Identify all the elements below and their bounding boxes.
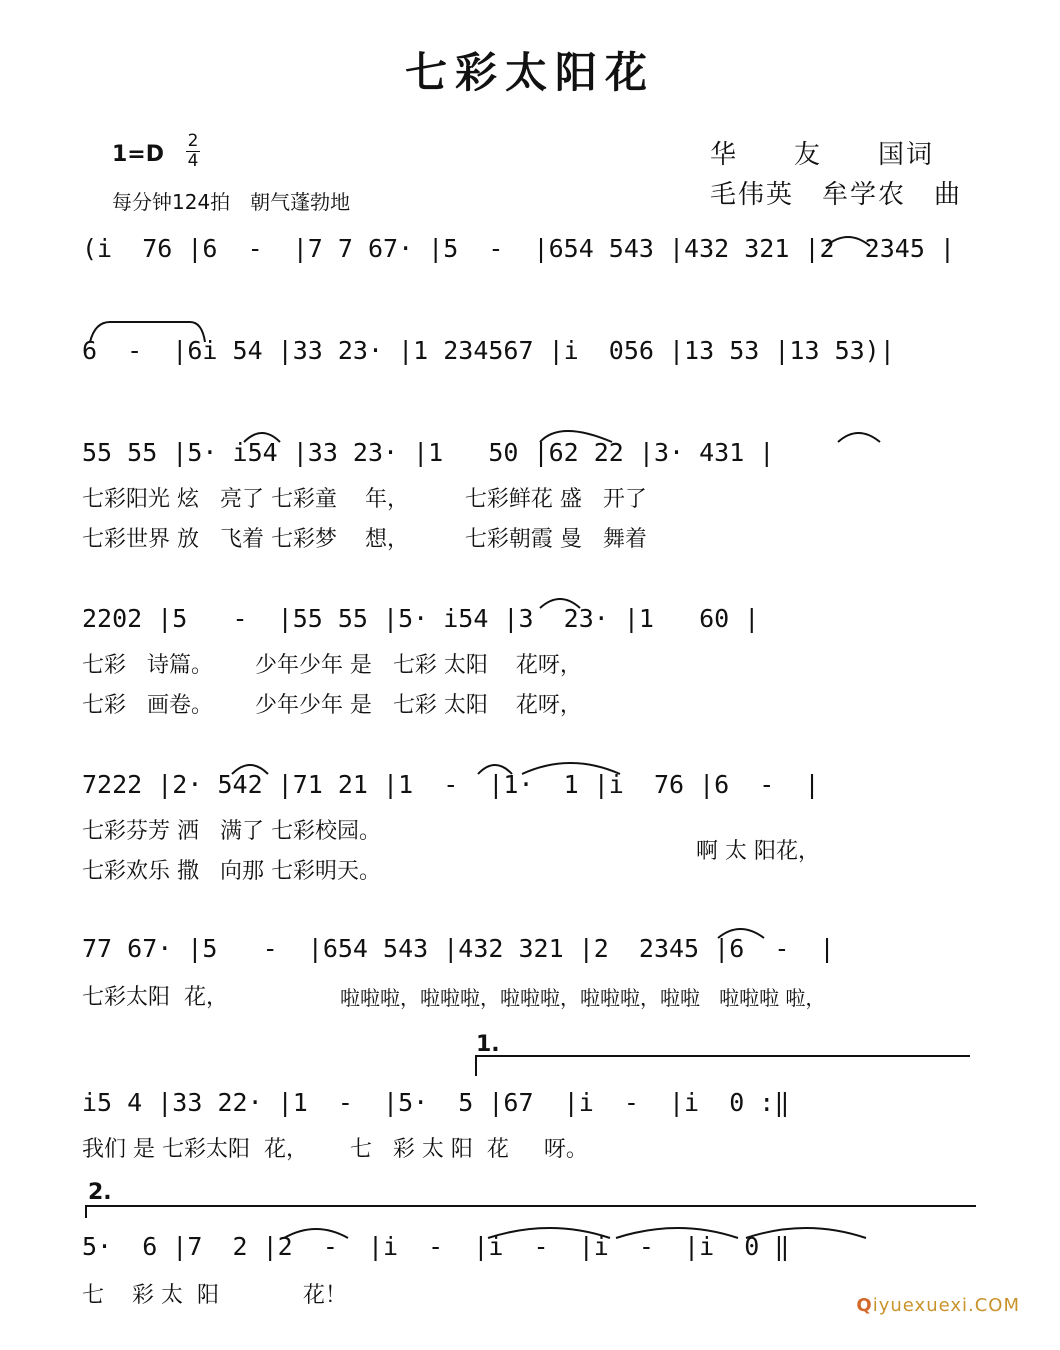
lyric-row-4-verse-2: 七彩 画卷。 少年少年 是 七彩 太阳 花呀， (82, 693, 582, 718)
lyric-row-6-verse-1: 七彩太阳 花， (82, 985, 228, 1010)
watermark (856, 1295, 1020, 1316)
watermark-prefix: Q (856, 1295, 873, 1316)
lyric-row-8: 七 彩 太 阳 花！ (82, 1283, 347, 1308)
tie-mark (244, 433, 280, 442)
tie-mark (232, 765, 268, 774)
score-row-3: 55 55 |5· i54 |33 23· |1 50 |62 22 |3· 431 | (82, 438, 775, 467)
score-row-4: 2202 |5 - |55 55 |5· i54 |3 23· |1 60 | (82, 604, 760, 633)
score-row-2: 6 - |6i 54 |33 23· |1 234567 |i 056 |13 53 |13 53)| (82, 336, 895, 365)
tie-mark (838, 433, 880, 442)
lyric-row-6-la: 啦啦啦，啦啦啦，啦啦啦，啦啦啦，啦啦 啦啦啦 啦， (340, 986, 826, 1010)
volta-bracket-1 (476, 1056, 970, 1076)
score-row-8: 5· 6 |7 2 |2 - |i - |i - |i - |i 0 ‖ (82, 1232, 790, 1261)
tie-mark (90, 322, 205, 342)
tie-mark (478, 765, 512, 774)
tie-mark (488, 1228, 610, 1238)
tie-mark (826, 237, 870, 246)
ending-1-label: 1. (476, 1032, 500, 1057)
page-title: 七彩太阳花 (404, 48, 655, 97)
score-row-6: 77 67· |5 - |654 543 |432 321 |2 2345 |6 - | (82, 934, 835, 963)
key-signature: 1=D (112, 142, 165, 167)
tie-mark (746, 1228, 866, 1238)
score-row-1: (i 76 |6 - |7 7 67· |5 - |654 543 |432 321 |2 2345 | (82, 234, 955, 263)
tie-mark (718, 929, 764, 938)
time-sig-bottom: 4 (187, 151, 199, 171)
lyricist-credit: 华 友 国词 (710, 140, 935, 170)
lyric-row-3-verse-1: 七彩阳光 炫 亮了 七彩童 年， 七彩鲜花 盛 开了 (82, 487, 647, 512)
lyric-row-5-verse-1: 七彩芬芳 洒 满了 七彩校园。 (82, 819, 381, 844)
watermark-text: iyuexuexi.COM (872, 1295, 1020, 1316)
lyric-row-5-refrain: 啊 太 阳花， (696, 839, 820, 864)
tie-mark (284, 1229, 348, 1238)
time-sig-top: 2 (187, 131, 199, 151)
score-row-7: i5 4 |33 22· |1 - |5· 5 |67 |i - |i 0 :‖ (82, 1088, 790, 1117)
tie-mark (540, 599, 580, 608)
lyric-row-3-verse-2: 七彩世界 放 飞着 七彩梦 想， 七彩朝霞 曼 舞着 (82, 527, 647, 552)
tie-mark (522, 763, 620, 774)
composer-credit: 毛伟英 牟学农 曲 (710, 180, 963, 210)
tempo-marking: 每分钟124拍 朝气蓬勃地 (112, 190, 351, 214)
ending-2-label: 2. (88, 1180, 112, 1205)
tie-mark (616, 1228, 738, 1238)
lyric-row-5-verse-2: 七彩欢乐 撒 向那 七彩明天。 (82, 859, 381, 884)
lyric-row-7: 我们 是 七彩太阳 花， 七 彩 太 阳 花 呀。 (82, 1137, 588, 1162)
score-row-5: 7222 |2· 542 |71 21 |1 - |1· 1 |i 76 |6 - | (82, 770, 820, 799)
volta-bracket-2 (86, 1206, 976, 1218)
lyric-row-4-verse-1: 七彩 诗篇。 少年少年 是 七彩 太阳 花呀， (82, 653, 582, 678)
tie-mark (540, 431, 612, 442)
